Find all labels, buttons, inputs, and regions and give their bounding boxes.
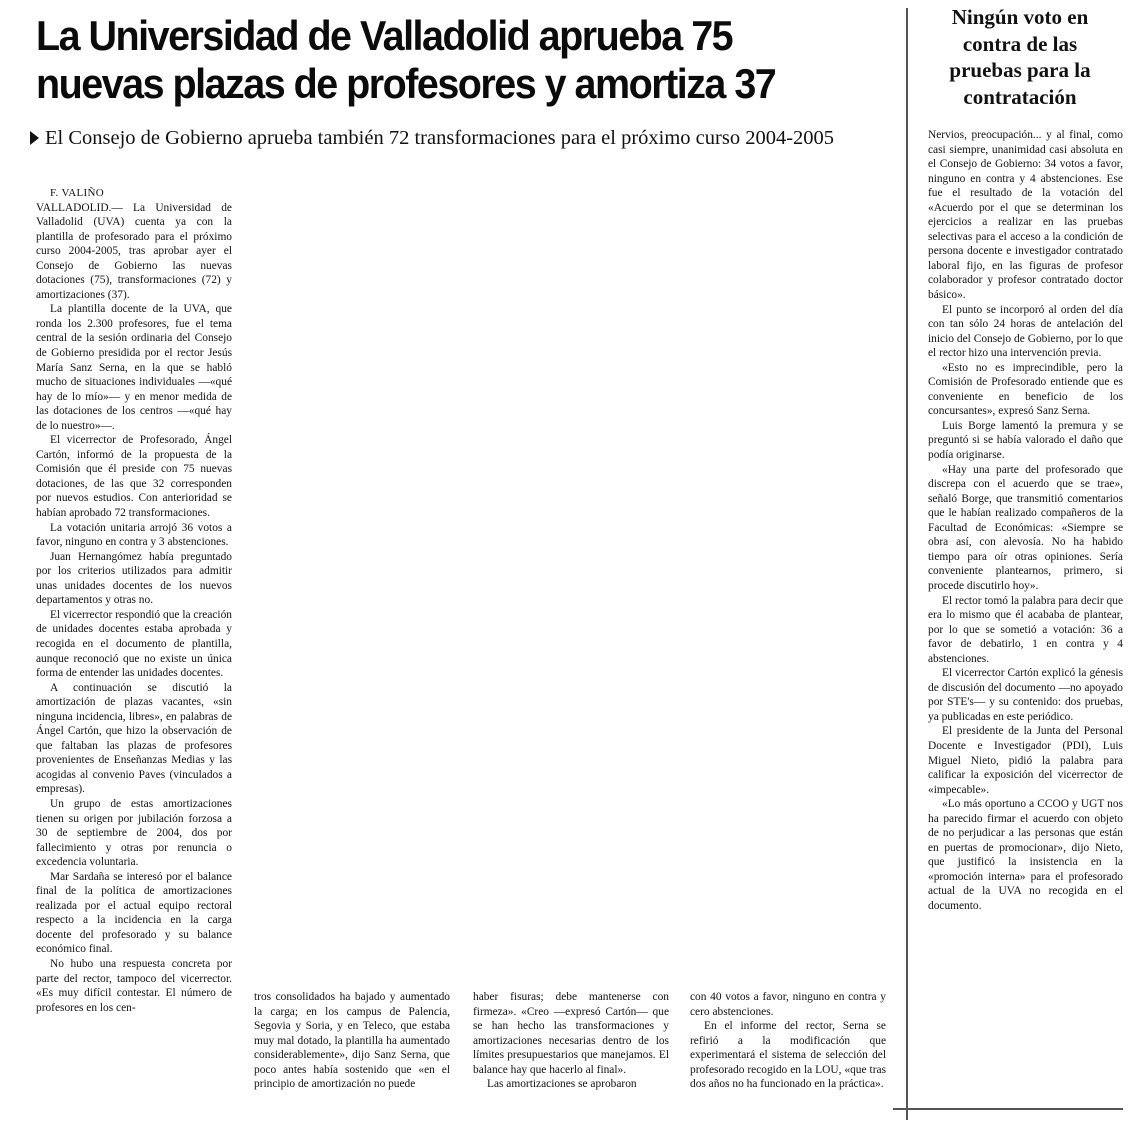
paragraph: A continuación se discutió la amortización de plazas vacantes, «sin ninguna incidencia, libres», en palabras de Ángel Cartón, que hizo la observación de que faltaban las plazas de profesores provenientes de Enseñanzas Medias y las acogidas al convenio Paves (vinculados a empresas). [36,681,232,796]
paragraph: Mar Sardaña se interesó por el balance final de la política de amortizaciones realizada por el actual equipo rectoral respecto a la incidencia en la carga docente del profesorado y su balance económico final. [36,870,232,956]
paragraph: «Esto no es imprecindible, pero la Comisión de Profesorado entiende que es conveniente en beneficio de los concursantes», expresó Sanz Serna. [928,361,1123,418]
paragraph: No hubo una respuesta concreta por parte del rector, tampoco del vicerrector. «Es muy difícil contestar. El número de profesores en los cen- [36,957,232,1014]
sidebar-title-line: contratación [963,84,1077,109]
paragraph: tros consolidados ha bajado y aumentado la carga; en los campus de Palencia, Segovia y Soria, y en Teleco, que estaba muy mal dotado, la plantilla ha aumentado considerablemente», dijo Sanz Serna, que poco antes había sostenido que «en el principio de amortización no puede [254,991,450,1091]
paragraph: El presidente de la Junta del Personal Docente e Investigador (PDI), Luis Miguel Nieto, pidió la palabra para calificar la exposición del vicerrector de «impecable». [928,725,1123,796]
sidebar-title-line: contra de las [962,31,1078,56]
paragraph: El vicerrector Cartón explicó la génesis de discusión del documento —no apoyado por STE's— y su contenido: dos pruebas, ya publicadas en este periódico. [928,667,1123,723]
paragraph: La votación unitaria arrojó 36 votos a favor, ninguno en contra y 3 abstenciones. [36,521,232,549]
paragraph: Las amortizaciones se aprobaron [487,1078,637,1091]
headline [36,12,844,108]
paragraph: La plantilla docente de la UVA, que ronda los 2.300 profesores, fue el tema central de la sesión ordinaria del Consejo de Gobierno presidida por el rector Jesús María Sanz Serna, en la que se habló mucho de situaciones individuales —«qué hay de lo mío»— y en menor medida de las dotaciones de los centros —«qué hay de lo nuestro»—. [36,303,232,432]
article-column-1 [36,186,232,1015]
paragraph: En el informe del rector, Serna se refirió a la modificación que experimentará el sistema de selección del profesorado recogido en la LOU, «que tras dos años no ha funcionado en la práctica». [690,1020,886,1091]
sidebar-title [920,4,1120,110]
paragraph: El vicerrector de Profesorado, Ángel Cartón, informó de la propuesta de la Comisión que él preside con 75 nuevas dotaciones, de las que 32 corresponden por nuevos estudios. Con anterioridad se habían aprobado 72 transformaciones. [36,434,232,520]
triangle-bullet-icon [30,131,39,145]
sidebar-title-line: Ningún voto en [951,5,1089,29]
paragraph: El punto se incorporó al orden del día con tan sólo 24 horas de antelación del inicio del Consejo de Gobierno, por lo que el rector hizo una intervención previa. [928,303,1123,360]
sidebar-bottom-rule [893,1108,1123,1110]
headline-line: nuevas plazas de profesores y amortiza 37 [36,60,776,107]
byline: F. VALIÑO [50,187,104,199]
paragraph: Juan Hernangómez había preguntado por los criterios utilizados para admitir unas unidades docentes de los nuevos departamentos y otras no. [36,550,232,607]
paragraph: Nervios, preocupación... y al final, como casi siempre, unanimidad casi absoluta en el Consejo de Gobierno: 34 votos a favor, ninguno en contra y 4 abstenciones. Ese fue el resultado de la votación del «Acuerdo por el que se determinan los ejercicios a realizar en las pruebas selectivas para el acceso a la condición de persona docente e investigador contratado laboral fijo, en las figuras de profesor colaborador y profesor contratado doctor básico». [928,129,1123,302]
paragraph: «Hay una parte del profesorado que discrepa con el acuerdo que se trae», señaló Borge, que transmitió comentarios que le habían realizado compañeros de la Facultad de Económicas: «Siempre se obra así, con alevosía. No ha habido tiempo para oír otras opiniones. Sería conveniente plantearnos, primero, si procede discutirlo hoy». [928,463,1123,592]
paragraph: Un grupo de estas amortizaciones tienen su origen por jubilación forzosa a 30 de septiembre de 2004, dos por fallecimiento y otras por renuncia o excedencia voluntaria. [36,797,232,869]
paragraph: haber fisuras; debe mantenerse con firmeza». «Creo —expresó Cartón— que se han hecho las transformaciones y amortizaciones necesarias dentro de los límites presupuestarios que manejamos. El balance hay que hacerlo al final». [473,991,669,1076]
article-column-4 [690,990,886,1092]
paragraph: «Lo más oportuno a CCOO y UGT nos ha parecido firmar el acuerdo con objeto de no perjudicar a las personas que están en puertas de promocionar», dijo Nieto, que justificó la insistencia en la «promoción interna» para el profesorado actual de la UVA no recogida en el documento. [928,798,1123,912]
paragraph: con 40 votos a favor, ninguno en contra y cero abstenciones. [690,991,886,1018]
sidebar-column [928,128,1123,914]
article-column-3 [473,990,669,1092]
sidebar-title-line: pruebas para la [949,58,1091,82]
paragraph: VALLADOLID.— La Universidad de Valladolid (UVA) cuenta ya con la plantilla de profesorado para el próximo curso 2004-2005, tras aprobar ayer el Consejo de Gobierno las nuevas dotaciones (75), transformaciones (72) y amortizaciones (37). [36,201,232,301]
subheadline [30,126,890,150]
column-divider [906,8,908,1120]
paragraph: Luis Borge lamentó la premura y se preguntó si se había valorado el daño que podía originarse. [928,419,1123,462]
paragraph: El vicerrector respondió que la creación de unidades docentes estaba aprobada y recogida en el documento de plantilla, aunque reconoció que no existe un única forma de entender las unidades docentes. [36,608,232,680]
paragraph: El rector tomó la palabra para decir que era lo mismo que él acababa de plantear, por lo que se sometió a votación: 36 a favor de debatirlo, 1 en contra y 4 abstenciones. [928,594,1123,665]
article-column-2 [254,990,450,1092]
headline-line: La Universidad de Valladolid aprueba 75 [36,12,733,59]
subheadline-text: El Consejo de Gobierno aprueba también 72 transformaciones para el próximo curso 2004-2005 [45,127,835,149]
